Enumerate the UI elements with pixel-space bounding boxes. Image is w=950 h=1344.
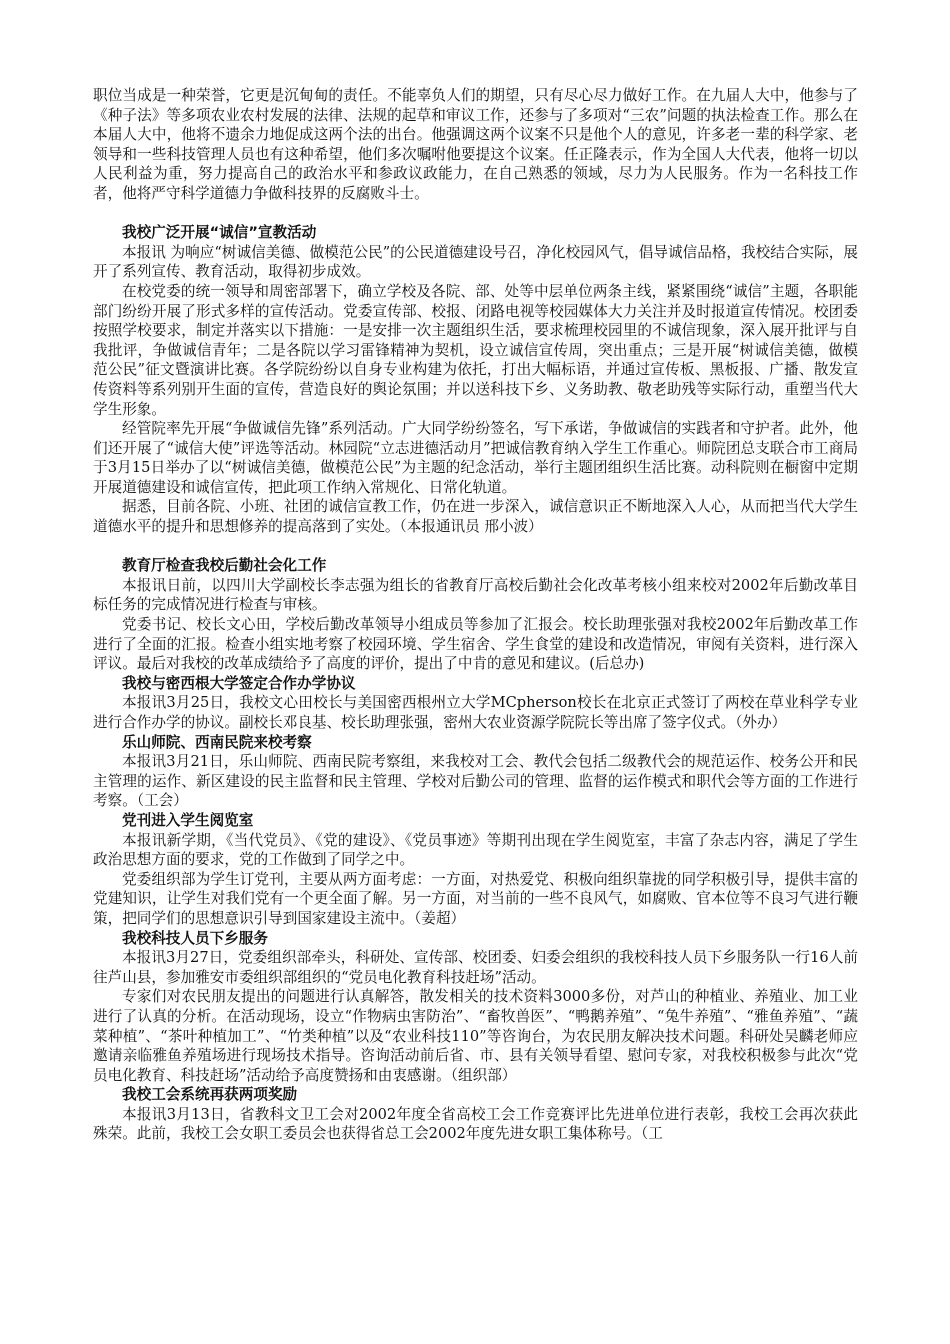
article-title: 我校科技人员下乡服务 <box>122 929 268 947</box>
article-paragraph: 经管院率先开展“争做诚信先锋”系列活动。广大同学纷纷签名，写下承诺，争做诚信的实践者和守护者。此外，他们还开展了“诚信大使”评选等活动。林园院“立志进德活动月”把诚信教育纳入学生工作重心。师院团总支联合市工商局于3月15日举办了以“树诚信美德，做模范公民”为主题的纪念活动，举行主题团组织生活比赛。动科院则在橱窗中定期开展道德建设和诚信宣传，把此项工作纳入常规化、日常化轨道。 <box>93 420 858 496</box>
article-paragraph: 专家们对农民朋友提出的问题进行认真解答，散发相关的技术资料3000多份，对芦山的种植业、养殖业、加工业进行了认真的分析。在活动现场，设立“作物病虫害防治”、“畜牧兽医”、“鸭鹅养殖”、“兔牛养殖”、“雅鱼养殖”、“蔬菜种植”、“茶叶种植加工”、“竹类种植”以及“农业科技110”等咨询台，为农民朋友解决技术问题。科研处吴麟老师应邀请亲临雅鱼养殖场进行现场技术指导。咨询活动前后省、市、县有关领导看望、慰问专家，对我校积极参与此次“党员电化教育、科技赶场”活动给予高度赞扬和由衷感谢。（组织部） <box>93 988 858 1084</box>
article-title: 我校与密西根大学签定合作办学协议 <box>122 674 356 692</box>
article-title: 我校广泛开展“诚信”宣教活动 <box>122 224 317 242</box>
article-paragraph: 本报讯3月27日，党委组织部牵头，科研处、宣传部、校团委、妇委会组织的我校科技人员下乡服务队一行16人前往芦山县，参加雅安市委组织部组织的“党员电化教育科技赶场”活动。 <box>93 949 858 986</box>
article-leshan-visit <box>93 733 858 811</box>
section-gap <box>93 537 858 557</box>
article-title: 我校工会系统再获两项奖励 <box>122 1086 298 1104</box>
article-paragraph: 本报讯3月25日，我校文心田校长与美国密西根州立大学MCpherson校长在北京正式签订了两校在草业科学专业进行合作办学的协议。副校长邓良基、校长助理张强，密州大农业资源学院院长等出席了签字仪式。（外办） <box>93 694 858 731</box>
article-title: 党刊进入学生阅览室 <box>122 811 254 829</box>
newspaper-page <box>93 86 858 1144</box>
article-paragraph: 党委组织部为学生订党刊，主要从两方面考虑：一方面，对热爱党、积极向组织靠拢的同学积极引导，提供丰富的党建知识，让学生对我们党有一个更全面了解。另一方面，对当前的一些不良风气，如腐败、官本位等不良习气进行鞭策，把同学们的思想意识引导到国家建设主流中。（姜超） <box>93 870 858 927</box>
article-paragraph: 本报讯3月21日，乐山师院、西南民院考察组，来我校对工会、教代会包括二级教代会的规范运作、校务公开和民主管理的运作、新区建设的民主监督和民主管理、学校对后勤公司的管理、监督的运作模式和职代会等方面的工作进行考察。（工会） <box>93 753 858 810</box>
article-paragraph: 党委书记、校长文心田，学校后勤改革领导小组成员等参加了汇报会。校长助理张强对我校2002年后勤改革工作进行了全面的汇报。检查小组实地考察了校园环境、学生宿舍、学生食堂的建设和改造情况，审阅有关资料，进行深入评议。最后对我校的改革成绩给予了高度的评价，提出了中肯的意见和建议。(后总办) <box>93 616 858 673</box>
article-paragraph: 本报讯新学期，《当代党员》、《党的建设》、《党员事迹》等期刊出现在学生阅览室，丰富了杂志内容，满足了学生政治思想方面的要求，党的工作做到了同学之中。 <box>93 831 858 869</box>
article-paragraph: 本报讯3月13日，省教科文卫工会对2002年度全省高校工会工作竞赛评比先进单位进行表彰，我校工会再次获此殊荣。此前，我校工会女职工委员会也获得省总工会2002年度先进女职工集体称号。（工 <box>93 1105 858 1143</box>
intro-paragraph: 职位当成是一种荣誉，它更是沉甸甸的责任。不能辜负人们的期望，只有尽心尽力做好工作。在九届人大中，他参与了《种子法》等多项农业农村发展的法律、法规的起草和审议工作，还参与了多项对“三农”问题的执法检查工作。那么在本届人大中，他将不遗余力地促成这两个法的出台。他强调这两个议案不只是他个人的意见，许多老一辈的科学家、老领导和一些科技管理人员也有这种希望，他们多次嘱咐他要提这个议案。任正隆表示，作为全国人大代表，他将一切以人民利益为重，努力提高自己的政治水平和参政议政能力，在自己熟悉的领域，尽力为人民服务。作为一名科技工作者，他将严守科学道德力争做科技界的反腐败斗士。 <box>93 87 858 202</box>
article-tech-service <box>93 929 858 1086</box>
article-paragraph: 本报讯 为响应“树诚信美德、做模范公民”的公民道德建设号召，净化校园风气，倡导诚信品格，我校结合实际，展开了系列宣传、教育活动，取得初步成效。 <box>93 243 858 281</box>
article-michigan-agreement <box>93 674 858 733</box>
article-paragraph: 在校党委的统一领导和周密部署下，确立学校及各院、部、处等中层单位两条主线，紧紧围绕“诚信”主题，各职能部门纷纷开展了形式多样的宣传活动。党委宣传部、校报、闭路电视等校园媒体大力关注并及时报道宣传情况。校团委按照学校要求，制定并落实以下措施：一是安排一次主题组织生活，要求梳理校园里的不诚信现象，深入展开批评与自我批评，争做诚信青年；二是各院以学习雷锋精神为契机，设立诚信宣传周，突出重点；三是开展“树诚信美德，做模范公民”征文暨演讲比赛。各学院纷纷以自身专业构建为依托，打出大幅标语，并通过宣传板、黑板报、广播、散发宣传资料等系列别开生面的宣传，营造良好的舆论氛围；并以送科技下乡、义务助教、敬老助残等实际行动，重塑当代大学生形象。 <box>93 282 858 418</box>
article-party-journals <box>93 811 858 929</box>
article-integrity-campaign <box>93 223 858 537</box>
article-logistics-inspection <box>93 556 858 674</box>
section-gap <box>93 204 858 224</box>
article-paragraph: 本报讯日前，以四川大学副校长李志强为组长的省教育厅高校后勤社会化改革考核小组来校对2002年后勤改革目标任务的完成情况进行检查与审核。 <box>93 576 858 614</box>
article-paragraph: 据悉，目前各院、小班、社团的诚信宣教工作，仍在进一步深入，诚信意识正不断地深入人心，从而把当代大学生道德水平的提升和思想修养的提高落到了实处。（本报通讯员 邢小波） <box>93 498 858 536</box>
article-union-awards <box>93 1085 858 1144</box>
article-title: 教育厅检查我校后勤社会化工作 <box>122 557 327 575</box>
article-title: 乐山师院、西南民院来校考察 <box>122 733 312 751</box>
